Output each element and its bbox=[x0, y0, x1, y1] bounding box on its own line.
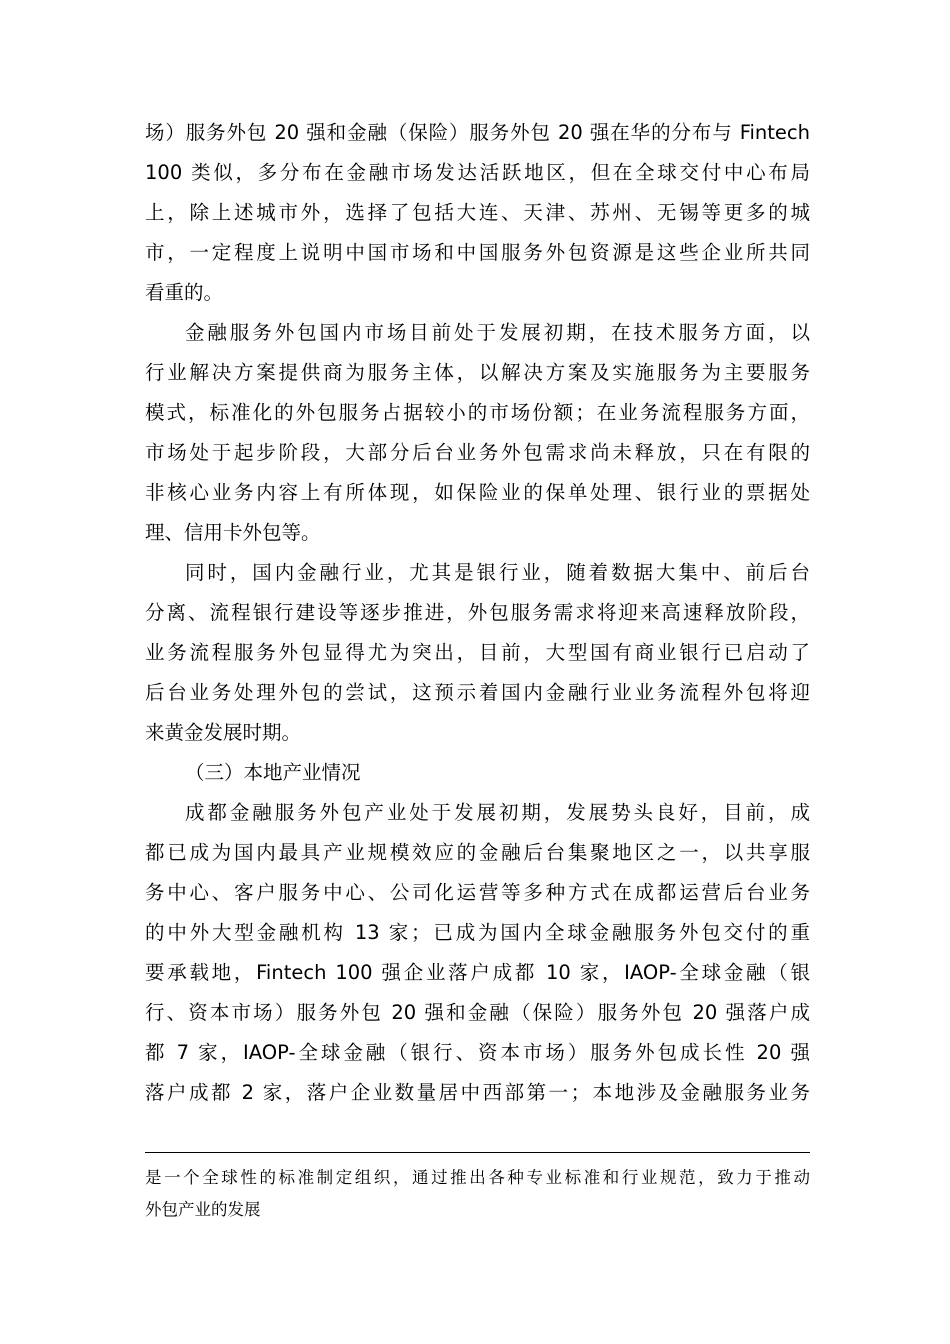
paragraph-line: 模式，标准化的外包服务占据较小的市场份额；在业务流程服务方面， bbox=[145, 401, 810, 424]
paragraph-line: 非核心业务内容上有所体现，如保险业的保单处理、银行业的票据处 bbox=[145, 481, 810, 504]
footnote bbox=[145, 1162, 810, 1226]
paragraph-line: 市场处于起步阶段，大部分后台业务外包需求尚未释放，只在有限的 bbox=[145, 441, 810, 464]
paragraph-line: 分离、流程银行建设等逐步推进，外包服务需求将迎来高速释放阶段， bbox=[145, 601, 810, 624]
paragraph-line: 要承载地，Fintech 100 强企业落户成都 10 家，IAOP-全球金融（银 bbox=[145, 961, 810, 984]
paragraph-line: 看重的。 bbox=[145, 281, 224, 304]
paragraph-line: 的中外大型金融机构 13 家；已成为国内全球金融服务外包交付的重 bbox=[145, 921, 810, 944]
paragraph-line: 行业解决方案提供商为服务主体，以解决方案及实施服务为主要服务 bbox=[145, 361, 810, 384]
paragraph-line: 理、信用卡外包等。 bbox=[145, 521, 321, 544]
paragraph-line: 100 类似，多分布在金融市场发达活跃地区，但在全球交付中心布局 bbox=[145, 161, 810, 184]
paragraph-line: 业务流程服务外包显得尤为突出，目前，大型国有商业银行已启动了 bbox=[145, 641, 810, 664]
paragraph-line: 场）服务外包 20 强和金融（保险）服务外包 20 强在华的分布与 Fintech bbox=[145, 121, 810, 144]
paragraph-line: 都已成为国内最具产业规模效应的金融后台集聚地区之一，以共享服 bbox=[145, 841, 810, 864]
paragraph-line: 市，一定程度上说明中国市场和中国服务外包资源是这些企业所共同 bbox=[145, 241, 810, 264]
footnote-line: 外包产业的发展 bbox=[145, 1200, 261, 1219]
paragraph-line: 来黄金发展时期。 bbox=[145, 721, 302, 744]
body-text bbox=[145, 113, 810, 1113]
paragraph-line: 金融服务外包国内市场目前处于发展初期，在技术服务方面，以 bbox=[185, 321, 810, 344]
paragraph-line: 同时，国内金融行业，尤其是银行业，随着数据大集中、前后台 bbox=[185, 561, 810, 584]
paragraph-line: 上，除上述城市外，选择了包括大连、天津、苏州、无锡等更多的城 bbox=[145, 201, 810, 224]
paragraph-line: 行、资本市场）服务外包 20 强和金融（保险）服务外包 20 强落户成 bbox=[145, 1001, 810, 1024]
section-heading: （三）本地产业情况 bbox=[185, 761, 361, 784]
footnote-line: 是一个全球性的标准制定组织，通过推出各种专业标准和行业规范，致力于推动 bbox=[145, 1168, 810, 1187]
paragraph-line: 务中心、客户服务中心、公司化运营等多种方式在成都运营后台业务 bbox=[145, 881, 810, 904]
paragraph-line: 落户成都 2 家，落户企业数量居中西部第一；本地涉及金融服务业务 bbox=[145, 1081, 810, 1104]
paragraph-line: 后台业务处理外包的尝试，这预示着国内金融行业业务流程外包将迎 bbox=[145, 681, 810, 704]
paragraph-line: 成都金融服务外包产业处于发展初期，发展势头良好，目前，成 bbox=[185, 801, 810, 824]
paragraph-line: 都 7 家，IAOP-全球金融（银行、资本市场）服务外包成长性 20 强 bbox=[145, 1041, 810, 1064]
footnote-divider bbox=[145, 1152, 810, 1153]
